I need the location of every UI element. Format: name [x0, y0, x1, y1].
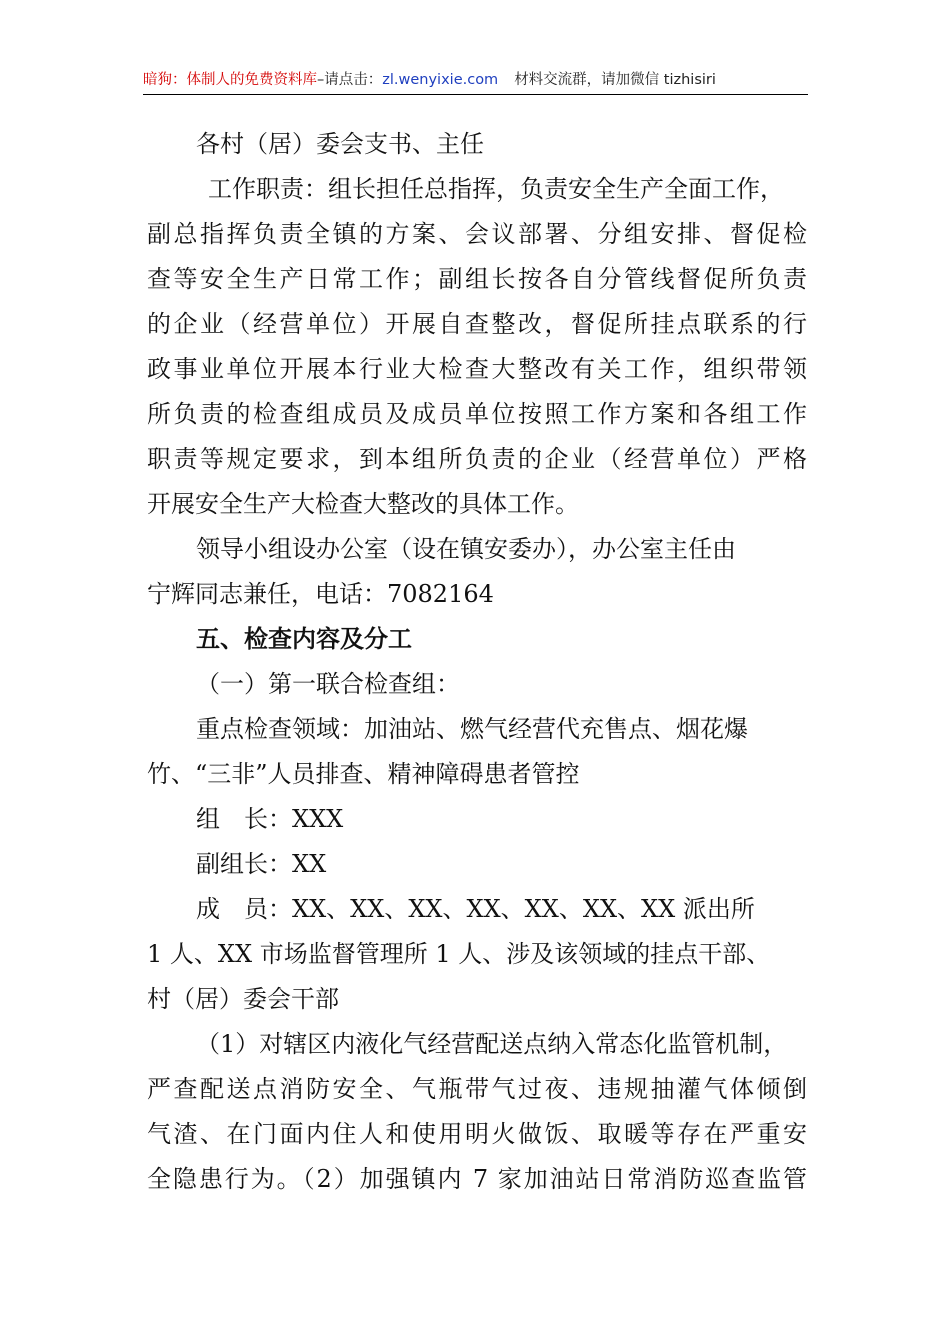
- paragraph-line: 竹、“三非”人员排查、精神障碍患者管控: [147, 760, 580, 788]
- page-header: [143, 70, 808, 95]
- paragraph-line: 副总指挥负责全镇的方案、会议部署、分组安排、督促检: [147, 220, 807, 248]
- header-prompt: –请点击：: [317, 72, 383, 88]
- deputy-leader-line: 副组长：XX: [196, 850, 327, 878]
- paragraph-line: 工作职责：组长担任总指挥，负责安全生产全面工作，: [208, 175, 784, 203]
- paragraph-line: 重点检查领域：加油站、燃气经营代充售点、烟花爆: [196, 715, 748, 743]
- paragraph-line: 严查配送点消防安全、气瓶带气过夜、违规抽灌气体倾倒: [147, 1075, 807, 1103]
- header-link[interactable]: zl.wenyixie.com: [382, 72, 499, 88]
- paragraph-line: 政事业单位开展本行业大检查大整改有关工作，组织带领: [147, 355, 807, 383]
- paragraph-line: 查等安全生产日常工作；副组长按各自分管线督促所负责: [147, 265, 807, 293]
- header-site-name: 暗狗：体制人的免费资料库: [143, 72, 317, 88]
- paragraph-line: 村（居）委会干部: [147, 985, 339, 1013]
- paragraph-line: 职责等规定要求，到本组所负责的企业（经营单位）严格: [147, 445, 807, 473]
- subsection-heading: （一）第一联合检查组：: [196, 670, 460, 698]
- paragraph-line: 气渣、在门面内住人和使用明火做饭、取暖等存在严重安: [147, 1120, 807, 1148]
- paragraph-line: 各村（居）委会支书、主任: [196, 130, 484, 158]
- header-wechat-note: 材料交流群，请加微信 tizhisiri: [514, 72, 716, 88]
- paragraph-line: 的企业（经营单位）开展自查整改，督促所挂点联系的行: [147, 310, 807, 338]
- paragraph-line: 开展安全生产大检查大整改的具体工作。: [147, 490, 579, 518]
- members-line: 成 员：XX、XX、XX、XX、XX、XX、XX 派出所: [196, 895, 755, 923]
- paragraph-line: 所负责的检查组成员及成员单位按照工作方案和各组工作: [147, 400, 807, 428]
- leader-line: 组 长：XXX: [196, 805, 344, 833]
- section-heading: 五、检查内容及分工: [196, 625, 412, 653]
- paragraph-line: 1 人、XX 市场监督管理所 1 人、涉及该领域的挂点干部、: [147, 940, 771, 968]
- paragraph-line: 宁辉同志兼任，电话：7082164: [147, 580, 494, 608]
- paragraph-line: （1）对辖区内液化气经营配送点纳入常态化监管机制，: [196, 1030, 788, 1058]
- paragraph-line: 领导小组设办公室（设在镇安委办），办公室主任由: [196, 535, 736, 563]
- paragraph-line: 全隐患行为。（2）加强镇内 7 家加油站日常消防巡查监管: [147, 1165, 807, 1193]
